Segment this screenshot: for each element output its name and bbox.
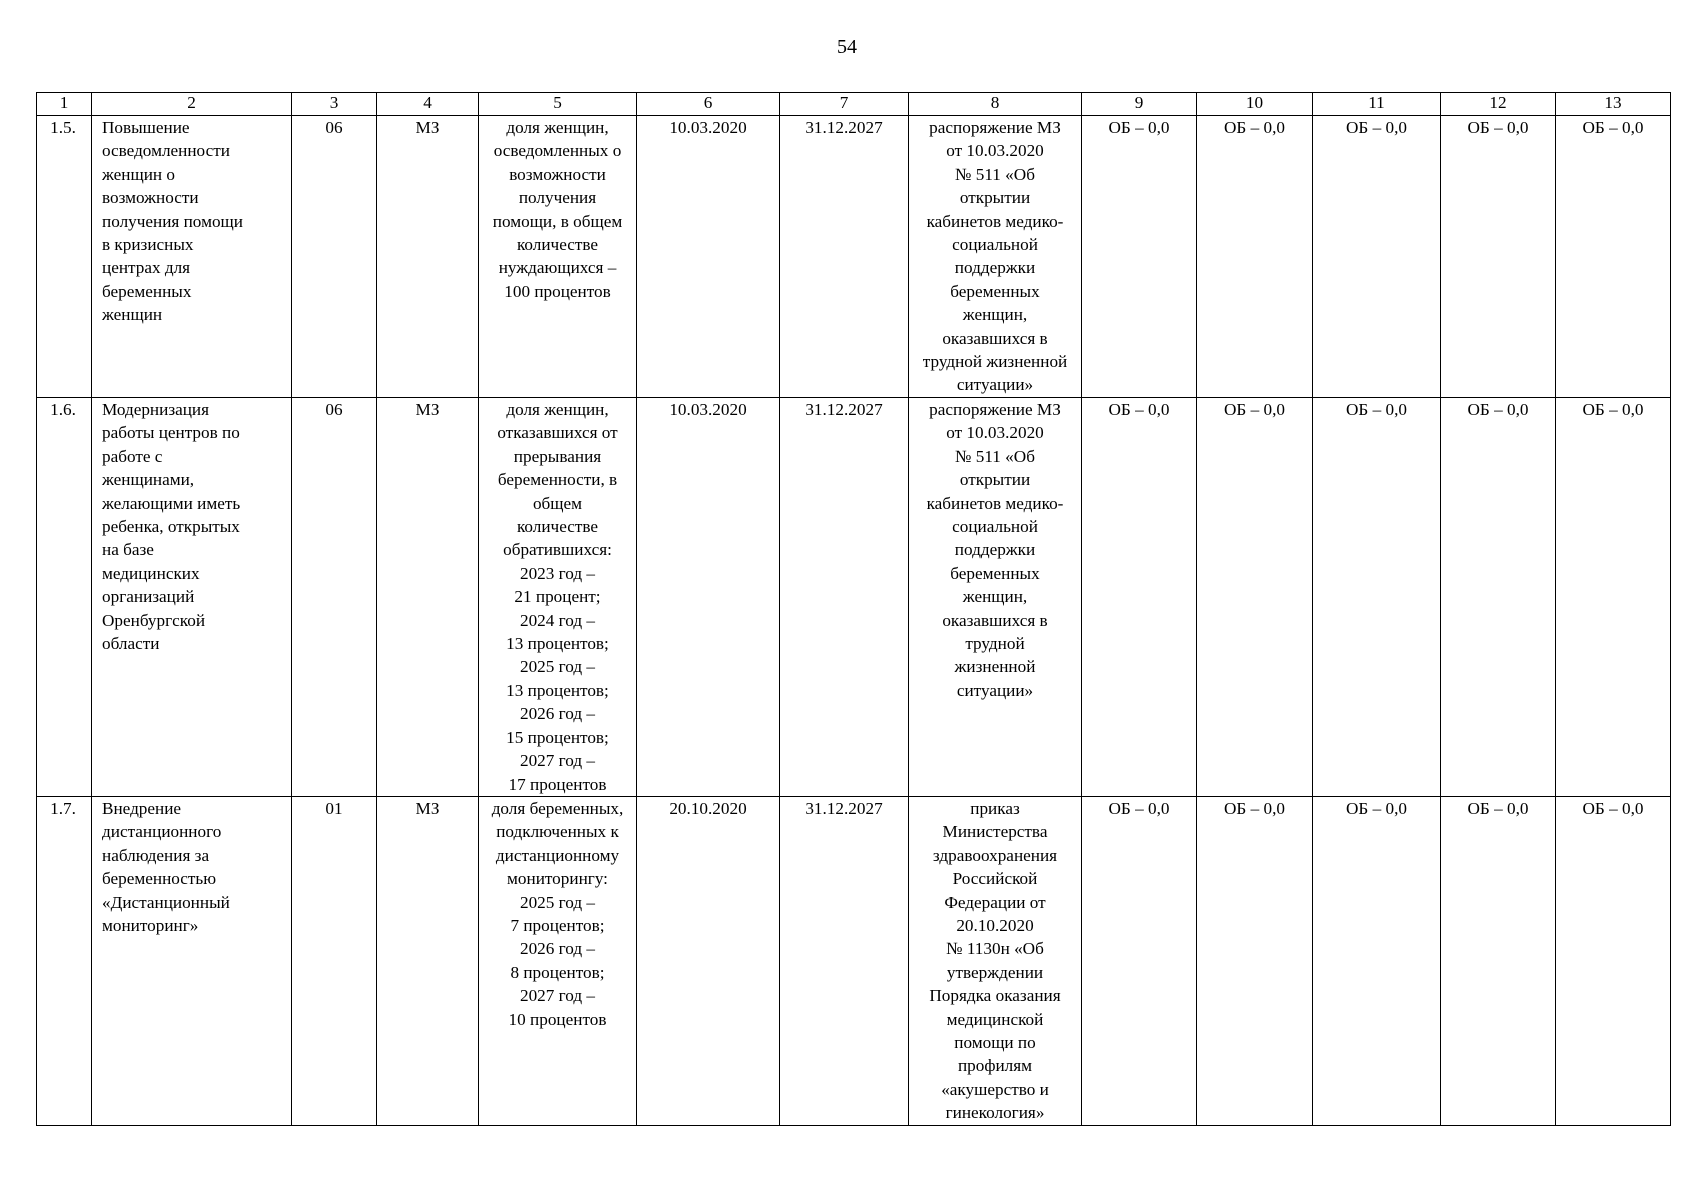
row-number: 1.7. (37, 796, 92, 1125)
end-date-cell: 31.12.2027 (780, 116, 909, 398)
column-header: 9 (1082, 93, 1197, 116)
funding-cell: ОБ – 0,0 (1441, 796, 1556, 1125)
document-cell: приказ Министерства здравоохранения Российской Федерации от 20.10.2020 № 1130н «Об утверждении Порядка оказания медицинской помощи по профилям «акушерство и гинекология» (909, 796, 1082, 1125)
funding-cell: ОБ – 0,0 (1313, 116, 1441, 398)
column-header: 1 (37, 93, 92, 116)
funding-cell: ОБ – 0,0 (1441, 398, 1556, 797)
executor-cell: МЗ (377, 796, 479, 1125)
funding-cell: ОБ – 0,0 (1313, 398, 1441, 797)
funding-cell: ОБ – 0,0 (1082, 796, 1197, 1125)
funding-cell: ОБ – 0,0 (1556, 398, 1671, 797)
funding-cell: ОБ – 0,0 (1197, 796, 1313, 1125)
row-number: 1.6. (37, 398, 92, 797)
funding-cell: ОБ – 0,0 (1556, 796, 1671, 1125)
funding-cell: ОБ – 0,0 (1197, 398, 1313, 797)
executor-cell: МЗ (377, 116, 479, 398)
funding-cell: ОБ – 0,0 (1556, 116, 1671, 398)
code-cell: 06 (292, 398, 377, 797)
row-number: 1.5. (37, 116, 92, 398)
indicator-cell: доля женщин, отказавшихся от прерывания беременности, в общем количестве обратившихся: 2023 год – 21 процент; 2024 год – 13 процентов; 2025 год – 13 процентов; 2026 год – 15 процентов; 2027 год – 17 процентов (479, 398, 637, 797)
column-header: 3 (292, 93, 377, 116)
column-header: 7 (780, 93, 909, 116)
measures-table (36, 92, 1671, 1126)
funding-cell: ОБ – 0,0 (1313, 796, 1441, 1125)
start-date-cell: 20.10.2020 (637, 796, 780, 1125)
funding-cell: ОБ – 0,0 (1082, 398, 1197, 797)
table-header-row (37, 93, 1671, 116)
funding-cell: ОБ – 0,0 (1441, 116, 1556, 398)
page-number: 54 (837, 36, 857, 58)
column-header: 5 (479, 93, 637, 116)
code-cell: 01 (292, 796, 377, 1125)
column-header: 11 (1313, 93, 1441, 116)
measure-name: Модернизация работы центров по работе с женщинами, желающими иметь ребенка, открытых на базе медицинских организаций Оренбургской области (92, 398, 292, 797)
table-row (37, 116, 1671, 398)
measure-name: Повышение осведомленности женщин о возможности получения помощи в кризисных центрах для беременных женщин (92, 116, 292, 398)
column-header: 4 (377, 93, 479, 116)
column-header: 8 (909, 93, 1082, 116)
column-header: 12 (1441, 93, 1556, 116)
document-cell: распоряжение МЗ от 10.03.2020 № 511 «Об открытии кабинетов медико- социальной поддержки беременных женщин, оказавшихся в трудной жизненной ситуации» (909, 398, 1082, 797)
code-cell: 06 (292, 116, 377, 398)
funding-cell: ОБ – 0,0 (1197, 116, 1313, 398)
executor-cell: МЗ (377, 398, 479, 797)
column-header: 10 (1197, 93, 1313, 116)
column-header: 13 (1556, 93, 1671, 116)
column-header: 2 (92, 93, 292, 116)
column-header: 6 (637, 93, 780, 116)
start-date-cell: 10.03.2020 (637, 398, 780, 797)
end-date-cell: 31.12.2027 (780, 398, 909, 797)
funding-cell: ОБ – 0,0 (1082, 116, 1197, 398)
end-date-cell: 31.12.2027 (780, 796, 909, 1125)
table-row (37, 398, 1671, 797)
start-date-cell: 10.03.2020 (637, 116, 780, 398)
measure-name: Внедрение дистанционного наблюдения за беременностью «Дистанционный мониторинг» (92, 796, 292, 1125)
document-cell: распоряжение МЗ от 10.03.2020 № 511 «Об открытии кабинетов медико- социальной поддержки беременных женщин, оказавшихся в трудной жизненной ситуации» (909, 116, 1082, 398)
indicator-cell: доля женщин, осведомленных о возможности получения помощи, в общем количестве нуждающихся – 100 процентов (479, 116, 637, 398)
table-row (37, 796, 1671, 1125)
indicator-cell: доля беременных, подключенных к дистанционному мониторингу: 2025 год – 7 процентов; 2026 год – 8 процентов; 2027 год – 10 процентов (479, 796, 637, 1125)
